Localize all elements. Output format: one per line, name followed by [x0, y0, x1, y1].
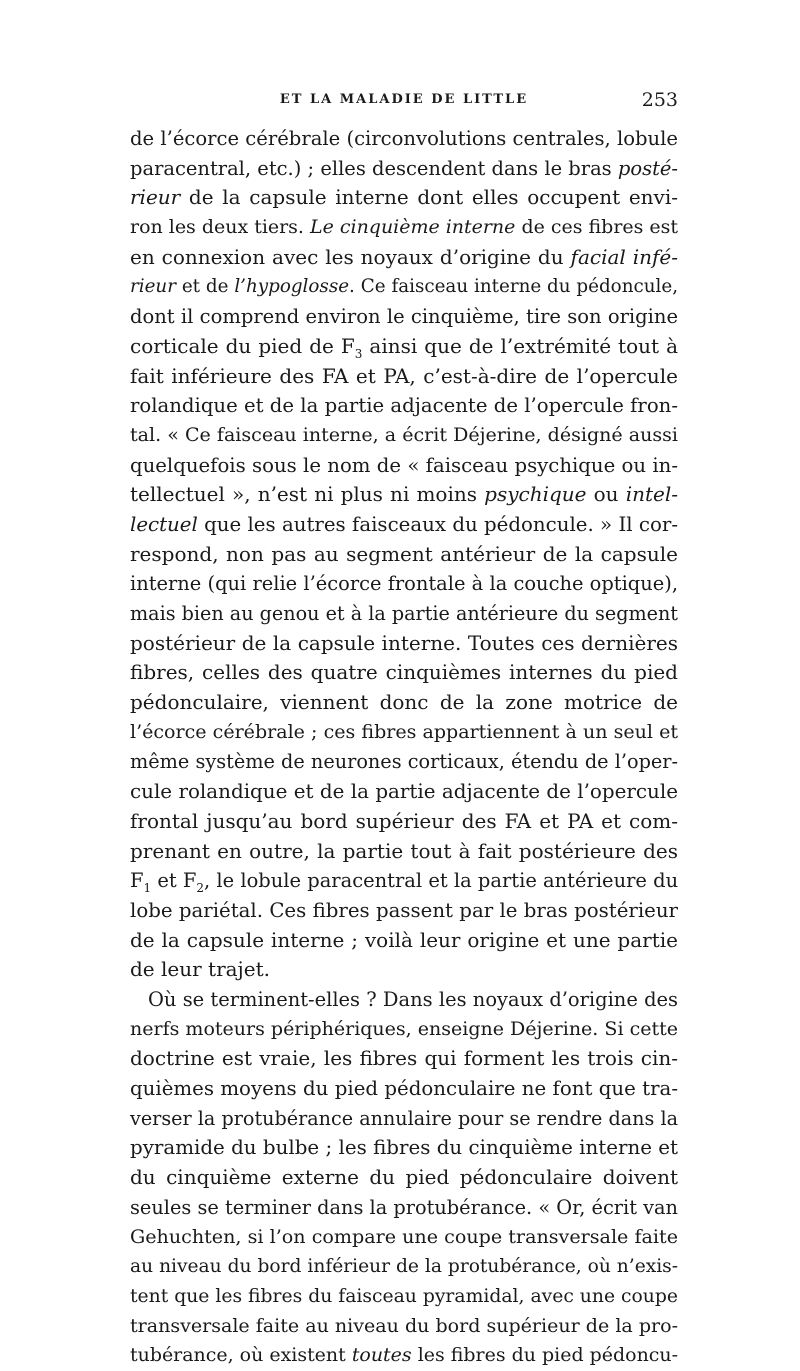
italic-text: lectuel: [130, 512, 198, 536]
text-line: [130, 866, 678, 896]
text-line: [130, 213, 678, 243]
subscript-text: 2: [196, 881, 205, 896]
running-head: [130, 89, 678, 116]
text-line: [130, 688, 678, 718]
text-line: [130, 658, 678, 688]
line-text: prenant en outre, la partie tout à fait postérieure des: [130, 838, 678, 863]
line-text: fait inférieure des FA et PA, c’est-à-dire de l’opercule: [130, 363, 678, 388]
text-line: [130, 896, 678, 926]
line-text: tubérance, où existent: [130, 1344, 352, 1367]
line-text: pédonculaire, viennent donc de la zone motrice de: [130, 690, 678, 715]
line-text: tellectuel », n’est ni plus ni moins: [130, 482, 485, 507]
text-line: [130, 837, 678, 867]
line-text: , le lobule paracentral et la partie antérieure du: [204, 869, 679, 893]
text-line: [130, 718, 678, 748]
italic-text: rieur: [130, 185, 181, 210]
line-text: F: [130, 869, 144, 893]
line-text: interne (qui relie l’écorce frontale à la couche optique),: [130, 572, 678, 596]
line-text: . Ce faisceau interne du pédoncule,: [349, 276, 679, 298]
text-line: [130, 1341, 678, 1371]
line-text: de leur trajet.: [130, 957, 270, 982]
text-line: [130, 1193, 678, 1223]
text-line: [130, 451, 678, 481]
body-text: [130, 124, 678, 1371]
line-text: transversale faite au niveau du bord supérieur de la pro-: [130, 1314, 678, 1337]
line-text: de ces fibres est: [515, 216, 678, 239]
line-text: ron les deux tiers.: [130, 216, 311, 239]
line-text: mais bien au genou et à la partie antérieure du segment: [130, 602, 678, 625]
line-text: et de: [175, 276, 235, 298]
line-text: verser la protubérance annulaire pour se rendre dans la: [130, 1106, 678, 1130]
text-line: [130, 332, 678, 362]
text-line: [130, 777, 678, 807]
text-line: [130, 1222, 678, 1252]
italic-text: l’hypoglosse: [234, 276, 350, 298]
text-line: [130, 1282, 678, 1312]
line-text: cule rolandique et de la partie adjacente de l’opercule: [130, 780, 678, 804]
text-line: [130, 391, 678, 421]
line-text: postérieur de la capsule interne. Toutes ces dernières: [130, 630, 678, 655]
line-text: l’écorce cérébrale ; ces fibres appartiennent à un seul et: [130, 720, 678, 743]
line-text: les fibres du pied pédoncu-: [411, 1344, 678, 1367]
line-text: seules se terminer dans la protubérance. « Or, écrit van: [130, 1195, 678, 1219]
text-line: [130, 807, 678, 837]
text-line: [130, 955, 678, 985]
text-line: [130, 629, 678, 659]
line-text: tent que les fibres du faisceau pyramidal, avec une coupe: [130, 1285, 678, 1307]
line-text: corticale du pied de F: [130, 333, 355, 358]
line-text: de l’écorce cérébrale (circonvolutions centrales, lobule: [130, 127, 678, 150]
text-line: [130, 243, 678, 273]
line-text: nerfs moteurs périphériques, enseigne Déjerine. Si cette: [130, 1017, 678, 1040]
italic-text: facial infé-: [570, 244, 679, 269]
italic-text: posté-: [617, 156, 678, 180]
text-line: [130, 272, 678, 302]
line-text: lobe pariétal. Ces fibres passent par le bras postérieur: [130, 898, 678, 922]
line-text: frontal jusqu’au bord supérieur des FA et PA et com-: [130, 808, 678, 833]
italic-text: rieur: [130, 276, 176, 298]
italic-text: Le cinquième interne: [310, 216, 516, 239]
text-line: [130, 510, 678, 540]
text-line: [130, 302, 678, 332]
text-line: [130, 599, 678, 629]
line-text: ainsi que de l’extrémité tout à: [362, 333, 678, 358]
page-number: 253: [641, 89, 678, 111]
text-line: [130, 1312, 678, 1342]
text-line: [130, 124, 678, 154]
line-text: que les autres faisceaux du pédoncule. » Il cor-: [197, 512, 678, 536]
subscript-text: 3: [354, 346, 363, 361]
line-text: et F: [151, 869, 197, 893]
line-text: en connexion avec les noyaux d’origine du: [130, 244, 571, 269]
italic-text: intel-: [625, 482, 678, 507]
italic-text: toutes: [351, 1344, 412, 1367]
line-text: de la capsule interne ; voilà leur origine et une partie: [130, 927, 678, 952]
text-line: [130, 1074, 678, 1104]
text-line: [130, 1104, 678, 1134]
text-line: [130, 1163, 678, 1193]
line-text: rolandique et de la partie adjacente de l’opercule fron-: [130, 394, 678, 418]
text-line: [130, 540, 678, 570]
text-line: [130, 362, 678, 392]
text-line: [130, 747, 678, 777]
line-text: fibres, celles des quatre cinquièmes internes du pied: [130, 660, 678, 685]
line-text: pyramide du bulbe ; les fibres du cinquième interne et: [130, 1136, 678, 1160]
text-line: [130, 421, 678, 451]
line-text: du cinquième externe du pied pédonculaire doivent: [130, 1165, 678, 1190]
line-text: respond, non pas au segment antérieur de la capsule: [130, 541, 678, 566]
text-line: [130, 480, 678, 510]
line-text: tal. « Ce faisceau interne, a écrit Déjerine, désigné aussi: [130, 423, 678, 446]
line-text: paracentral, etc.) ; elles descendent dans le bras: [130, 156, 618, 180]
text-line: [130, 1044, 678, 1074]
line-text: même système de neurones corticaux, étendu de l’oper-: [130, 750, 678, 774]
line-text: ou: [586, 482, 626, 507]
text-line: [130, 569, 678, 599]
text-line: [130, 154, 678, 184]
text-line: [130, 926, 678, 956]
text-line: [130, 1252, 678, 1282]
line-text: doctrine est vraie, les fibres qui forment les trois cin-: [130, 1046, 678, 1071]
line-text: dont il comprend environ le cinquième, tire son origine: [130, 305, 678, 329]
text-line: [130, 183, 678, 213]
italic-text: psychique: [484, 482, 587, 507]
text-line: [130, 985, 678, 1015]
text-line: [130, 1133, 678, 1163]
line-text: au niveau du bord inférieur de la protubérance, où n’exis-: [130, 1256, 678, 1278]
line-text: de la capsule interne dont elles occupent envi-: [180, 185, 678, 210]
line-text: quièmes moyens du pied pédonculaire ne font que tra-: [130, 1077, 678, 1100]
line-text: quelquefois sous le nom de « faisceau psychique ou in-: [130, 453, 678, 477]
text-line: [130, 1015, 678, 1045]
running-title: ET LA MALADIE DE LITTLE: [279, 92, 529, 107]
line-text: Où se terminent-elles ? Dans les noyaux d’origine des: [148, 987, 678, 1011]
subscript-text: 1: [143, 881, 152, 896]
line-text: Gehuchten, si l’on compare une coupe transversale faite: [130, 1225, 678, 1249]
